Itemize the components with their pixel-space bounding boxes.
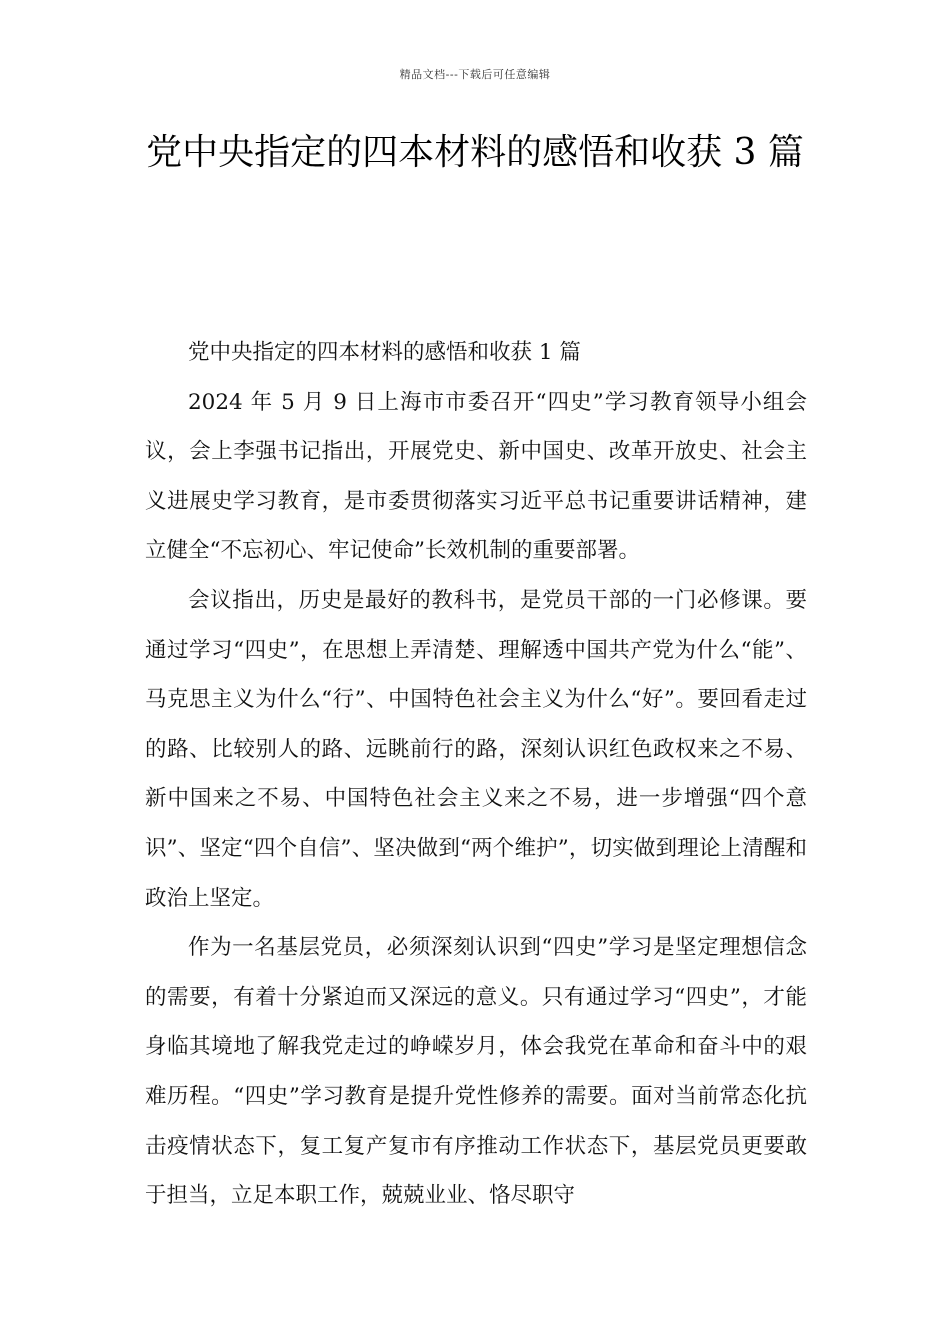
document-body <box>145 328 807 1221</box>
paragraph: 会议指出，历史是最好的教科书，是党员干部的一门必修课。要通过学习“四史”，在思想上弄清楚、理解透中国共产党为什么“能”、马克思主义为什么“行”、中国特色社会主义为什么“好”。要回看走过的路、比较别人的路、远眺前行的路，深刻认识红色政权来之不易、新中国来之不易、中国特色社会主义来之不易，进一步增强“四个意识”、坚定“四个自信”、坚决做到“两个维护”，切实做到理论上清醒和政治上坚定。 <box>145 587 807 911</box>
paragraph: 2024 年 5 月 9 日上海市市委召开“四史”学习教育领导小组会议，会上李强书记指出，开展党史、新中国史、改革开放史、社会主义进展史学习教育，是市委贯彻落实习近平总书记重要讲话精神，建立健全“不忘初心、牢记使命”长效机制的重要部署。 <box>145 389 807 564</box>
paragraph: 作为一名基层党员，必须深刻认识到“四史”学习是坚定理想信念的需要，有着十分紧迫而又深远的意义。只有通过学习“四史”，才能身临其境地了解我党走过的峥嵘岁月，体会我党在革命和奋斗中的艰难历程。“四史”学习教育是提升党性修养的需要。面对当前常态化抗击疫情状态下，复工复产复市有序推动工作状态下，基层党员更要敢于担当，立足本职工作，兢兢业业、恪尽职守 <box>145 935 807 1209</box>
document-title: 党中央指定的四本材料的感悟和收获 3 篇 <box>146 132 804 173</box>
section-heading: 党中央指定的四本材料的感悟和收获 1 篇 <box>188 340 581 365</box>
header-note: 精品文档---下载后可任意编辑 <box>399 68 551 81</box>
